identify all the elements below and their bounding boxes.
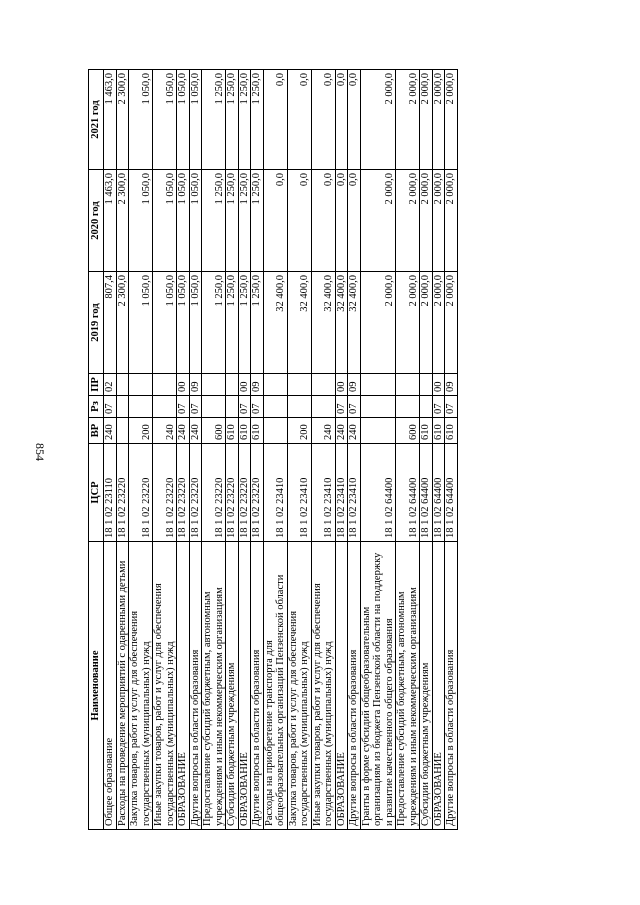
- cell-2019: 1 050,0: [153, 272, 177, 374]
- header-csr: ЦСР: [89, 444, 104, 542]
- cell-2019: 1 250,0: [238, 272, 251, 374]
- cell-name: Предоставление субсидий бюджетным, автономным учреждениям и иным некоммерческим организациям: [202, 542, 226, 830]
- header-vr: ВР: [89, 418, 104, 444]
- cell-pr: [129, 374, 153, 396]
- table-row: [153, 70, 177, 830]
- header-2019: 2019 год: [89, 272, 104, 374]
- cell-pr: [360, 374, 396, 396]
- cell-2019: 32 400,0: [287, 272, 311, 374]
- cell-name: Иные закупки товаров, работ и услуг для обеспечения государственных (муниципальных) нужд: [153, 542, 177, 830]
- cell-pr: [116, 374, 129, 396]
- cell-pr: 02: [104, 374, 117, 396]
- cell-vr: 600: [202, 418, 226, 444]
- cell-vr: [263, 418, 287, 444]
- cell-rz: 07: [238, 396, 251, 418]
- cell-2021: 2 000,0: [396, 70, 420, 170]
- cell-vr: [116, 418, 129, 444]
- cell-rz: 07: [104, 396, 117, 418]
- cell-2020: 0,0: [263, 170, 287, 272]
- cell-rz: [420, 396, 433, 418]
- table-row: [104, 70, 117, 830]
- cell-2020: 1 250,0: [202, 170, 226, 272]
- table-row: [420, 70, 433, 830]
- cell-pr: 00: [177, 374, 190, 396]
- cell-2020: 2 300,0: [116, 170, 129, 272]
- cell-name: ОБРАЗОВАНИЕ: [335, 542, 348, 830]
- table-body: [104, 70, 458, 830]
- cell-vr: 240: [153, 418, 177, 444]
- cell-name: Другие вопросы в области образования: [251, 542, 264, 830]
- table-row: [445, 70, 458, 830]
- cell-vr: 610: [445, 418, 458, 444]
- cell-name: ОБРАЗОВАНИЕ: [238, 542, 251, 830]
- cell-rz: 07: [335, 396, 348, 418]
- cell-csr: 18 1 02 23220: [177, 444, 190, 542]
- cell-vr: [360, 418, 396, 444]
- cell-2021: 1 250,0: [251, 70, 264, 170]
- cell-csr: 18 1 02 23220: [226, 444, 239, 542]
- cell-2021: 2 000,0: [420, 70, 433, 170]
- cell-2021: 2 000,0: [445, 70, 458, 170]
- cell-csr: 18 1 02 23220: [189, 444, 202, 542]
- cell-rz: [311, 396, 335, 418]
- cell-vr: 200: [129, 418, 153, 444]
- cell-csr: 18 1 02 23410: [263, 444, 287, 542]
- cell-vr: 240: [335, 418, 348, 444]
- cell-2020: 2 000,0: [432, 170, 445, 272]
- table-row: [238, 70, 251, 830]
- cell-name: Расходы на приобретение транспорта для общеобразовательных организаций Пензенской области: [263, 542, 287, 830]
- budget-table: [88, 69, 458, 830]
- cell-2021: 2 000,0: [360, 70, 396, 170]
- cell-2020: 0,0: [335, 170, 348, 272]
- cell-rz: [287, 396, 311, 418]
- cell-vr: 610: [420, 418, 433, 444]
- cell-2021: 2 000,0: [432, 70, 445, 170]
- cell-2019: 1 250,0: [251, 272, 264, 374]
- cell-2021: 0,0: [335, 70, 348, 170]
- cell-2019: 1 050,0: [177, 272, 190, 374]
- cell-2021: 1 463,0: [104, 70, 117, 170]
- header-2021: 2021 год: [89, 70, 104, 170]
- cell-csr: 18 1 02 64400: [360, 444, 396, 542]
- cell-csr: 18 1 02 23220: [129, 444, 153, 542]
- table-row: [251, 70, 264, 830]
- cell-2021: 1 050,0: [177, 70, 190, 170]
- cell-csr: 18 1 02 23220: [116, 444, 129, 542]
- cell-csr: 18 1 02 23410: [335, 444, 348, 542]
- cell-name: Предоставление субсидий бюджетным, автономным учреждениям и иным некоммерческим организациям: [396, 542, 420, 830]
- cell-pr: 00: [432, 374, 445, 396]
- table-header-row: [89, 70, 104, 830]
- cell-vr: 610: [432, 418, 445, 444]
- cell-name: Другие вопросы в области образования: [189, 542, 202, 830]
- cell-rz: 07: [177, 396, 190, 418]
- cell-rz: [396, 396, 420, 418]
- cell-name: Расходы на проведение мероприятий с одаренными детьми: [116, 542, 129, 830]
- cell-2020: 2 000,0: [420, 170, 433, 272]
- table-row: [432, 70, 445, 830]
- cell-vr: 610: [251, 418, 264, 444]
- cell-vr: 240: [177, 418, 190, 444]
- cell-2020: 0,0: [348, 170, 361, 272]
- cell-2021: 1 050,0: [189, 70, 202, 170]
- table-row: [263, 70, 287, 830]
- cell-csr: 18 1 02 64400: [396, 444, 420, 542]
- cell-2019: 1 250,0: [226, 272, 239, 374]
- cell-csr: 18 1 02 23410: [287, 444, 311, 542]
- cell-vr: 240: [189, 418, 202, 444]
- cell-rz: [153, 396, 177, 418]
- cell-rz: [129, 396, 153, 418]
- cell-vr: 240: [104, 418, 117, 444]
- cell-2021: 0,0: [287, 70, 311, 170]
- cell-pr: [202, 374, 226, 396]
- cell-2020: 0,0: [311, 170, 335, 272]
- cell-vr: 240: [348, 418, 361, 444]
- cell-2020: 1 050,0: [129, 170, 153, 272]
- cell-pr: [287, 374, 311, 396]
- header-2020: 2020 год: [89, 170, 104, 272]
- cell-2021: 0,0: [348, 70, 361, 170]
- cell-csr: 18 1 02 23410: [348, 444, 361, 542]
- cell-vr: 610: [238, 418, 251, 444]
- cell-2019: 1 050,0: [189, 272, 202, 374]
- cell-name: Закупка товаров, работ и услуг для обеспечения государственных (муниципальных) нужд: [129, 542, 153, 830]
- cell-2019: 807,4: [104, 272, 117, 374]
- cell-rz: [263, 396, 287, 418]
- cell-pr: [420, 374, 433, 396]
- cell-2019: 32 400,0: [311, 272, 335, 374]
- cell-name: ОБРАЗОВАНИЕ: [177, 542, 190, 830]
- cell-2021: 2 300,0: [116, 70, 129, 170]
- cell-name: Общее образование: [104, 542, 117, 830]
- cell-csr: 18 1 02 23110: [104, 444, 117, 542]
- cell-pr: [396, 374, 420, 396]
- cell-2019: 1 050,0: [129, 272, 153, 374]
- cell-csr: 18 1 02 23220: [251, 444, 264, 542]
- cell-csr: 18 1 02 64400: [420, 444, 433, 542]
- cell-rz: [202, 396, 226, 418]
- cell-2021: 1 250,0: [238, 70, 251, 170]
- cell-2021: 1 050,0: [153, 70, 177, 170]
- cell-name: Иные закупки товаров, работ и услуг для обеспечения государственных (муниципальных) нужд: [311, 542, 335, 830]
- cell-2019: 2 000,0: [420, 272, 433, 374]
- cell-rz: 07: [445, 396, 458, 418]
- table-row: [360, 70, 396, 830]
- cell-2020: 2 000,0: [360, 170, 396, 272]
- cell-rz: 07: [251, 396, 264, 418]
- rotated-table-container: [88, 70, 534, 830]
- table-row: [177, 70, 190, 830]
- cell-name: Субсидии бюджетным учреждениям: [420, 542, 433, 830]
- cell-rz: 07: [432, 396, 445, 418]
- cell-csr: 18 1 02 23410: [311, 444, 335, 542]
- cell-2019: 1 250,0: [202, 272, 226, 374]
- cell-vr: 610: [226, 418, 239, 444]
- cell-2019: 2 000,0: [396, 272, 420, 374]
- table-row: [287, 70, 311, 830]
- cell-rz: [360, 396, 396, 418]
- table-row: [202, 70, 226, 830]
- cell-name: Другие вопросы в области образования: [445, 542, 458, 830]
- cell-rz: 07: [189, 396, 202, 418]
- cell-2019: 2 000,0: [360, 272, 396, 374]
- table-row: [226, 70, 239, 830]
- cell-2019: 2 000,0: [432, 272, 445, 374]
- cell-pr: 09: [445, 374, 458, 396]
- cell-name: Субсидии бюджетным учреждениям: [226, 542, 239, 830]
- cell-vr: 600: [396, 418, 420, 444]
- cell-2020: 1 250,0: [226, 170, 239, 272]
- cell-rz: 07: [348, 396, 361, 418]
- cell-2019: 32 400,0: [263, 272, 287, 374]
- cell-2021: 0,0: [311, 70, 335, 170]
- cell-2019: 2 300,0: [116, 272, 129, 374]
- cell-2020: 1 250,0: [238, 170, 251, 272]
- cell-pr: 09: [251, 374, 264, 396]
- cell-name: Другие вопросы в области образования: [348, 542, 361, 830]
- cell-pr: [226, 374, 239, 396]
- table-row: [396, 70, 420, 830]
- cell-csr: 18 1 02 23220: [202, 444, 226, 542]
- cell-pr: 00: [335, 374, 348, 396]
- cell-pr: [311, 374, 335, 396]
- cell-csr: 18 1 02 23220: [153, 444, 177, 542]
- cell-name: ОБРАЗОВАНИЕ: [432, 542, 445, 830]
- cell-2021: 1 050,0: [129, 70, 153, 170]
- cell-2020: 2 000,0: [396, 170, 420, 272]
- cell-csr: 18 1 02 64400: [432, 444, 445, 542]
- cell-2021: 1 250,0: [226, 70, 239, 170]
- cell-vr: 240: [311, 418, 335, 444]
- table-row: [129, 70, 153, 830]
- table-row: [335, 70, 348, 830]
- cell-name: Гранты в форме субсидий общеобразовательным организациям из бюджета Пензенской области на поддержку и развитие качественного общего образования: [360, 542, 396, 830]
- cell-pr: 00: [238, 374, 251, 396]
- cell-vr: 200: [287, 418, 311, 444]
- cell-csr: 18 1 02 64400: [445, 444, 458, 542]
- cell-rz: [116, 396, 129, 418]
- page-number: 854: [33, 443, 47, 461]
- cell-2019: 32 400,0: [335, 272, 348, 374]
- cell-2020: 1 250,0: [251, 170, 264, 272]
- cell-2020: 1 050,0: [177, 170, 190, 272]
- header-pr: ПР: [89, 374, 104, 396]
- cell-pr: [153, 374, 177, 396]
- header-name: Наименование: [89, 542, 104, 830]
- cell-2020: 1 050,0: [189, 170, 202, 272]
- cell-2020: 1 050,0: [153, 170, 177, 272]
- cell-2021: 1 250,0: [202, 70, 226, 170]
- cell-rz: [226, 396, 239, 418]
- cell-pr: [263, 374, 287, 396]
- table-row: [189, 70, 202, 830]
- table-row: [348, 70, 361, 830]
- cell-pr: 09: [189, 374, 202, 396]
- cell-2020: 0,0: [287, 170, 311, 272]
- cell-pr: 09: [348, 374, 361, 396]
- cell-2020: 1 463,0: [104, 170, 117, 272]
- table-row: [311, 70, 335, 830]
- cell-2019: 32 400,0: [348, 272, 361, 374]
- cell-csr: 18 1 02 23220: [238, 444, 251, 542]
- cell-name: Закупка товаров, работ и услуг для обеспечения государственных (муниципальных) нужд: [287, 542, 311, 830]
- cell-2021: 0,0: [263, 70, 287, 170]
- header-rz: Рз: [89, 396, 104, 418]
- cell-2019: 2 000,0: [445, 272, 458, 374]
- cell-2020: 2 000,0: [445, 170, 458, 272]
- table-row: [116, 70, 129, 830]
